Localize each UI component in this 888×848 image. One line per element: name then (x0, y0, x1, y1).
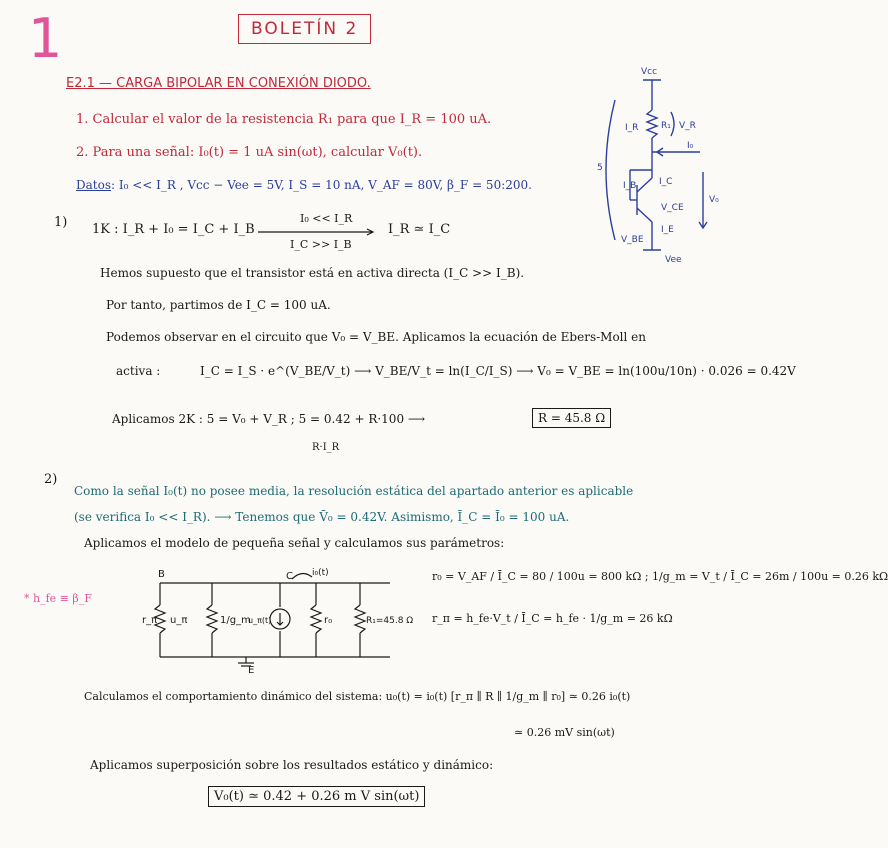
node-e-label: E (248, 665, 255, 676)
five-volt-label: 5 (597, 163, 603, 173)
page-title: BOLETÍN 2 (238, 14, 371, 44)
part1-cond-bottom: I_C >> I_B (290, 238, 352, 251)
i0-label: I₀ (687, 141, 694, 151)
part1-line2: Por tanto, partimos de I_C = 100 uA. (106, 298, 331, 312)
vbe-label: V_BE (621, 235, 644, 245)
datos-text: : I₀ << I_R , Vcc − Vee = 5V, I_S = 10 nA, V_AF = 80V, β_F = 50:200. (110, 178, 532, 192)
node-b-label: B (158, 569, 165, 580)
part2-number: 2) (44, 472, 58, 487)
part1-result: I_R ≃ I_C (388, 222, 451, 237)
r1-label: R₁ (661, 121, 671, 131)
part2-params-2: r_π = h_fe·V_t / Ī_C = h_fe · 1/g_m = 26 kΩ (432, 612, 673, 625)
task-2: 2. Para una señal: I₀(t) = 1 uA sin(ωt), calcular V₀(t). (76, 145, 423, 160)
gm-source-label: u_π(t) (248, 616, 272, 625)
one-over-gm-label: 1/g_m (220, 615, 251, 626)
part1-r-result: R = 45.8 Ω (532, 408, 611, 428)
r-pi-label: r_π (142, 615, 158, 626)
small-signal-circuit (140, 565, 414, 676)
datos-label: Datos (76, 178, 111, 192)
r-load-label: R₁=45.8 Ω (366, 616, 414, 626)
part2-side-note: * h_fe ≡ β_F (24, 592, 92, 605)
ir-label: I_R (625, 123, 639, 133)
part2-line3: Aplicamos el modelo de pequeña señal y calculamos sus parámetros: (84, 536, 505, 550)
u-pi-label: u_π (170, 615, 188, 626)
page-number: 1 (28, 7, 63, 70)
part1-ebers-moll: I_C = I_S · e^(V_BE/V_t) ⟶ V_BE/V_t = ln(I_C/I_S) ⟶ V₀ = V_BE = ln(100u/10n) · 0.026 = 0.42V (200, 364, 796, 378)
part1-activa-label: activa : (116, 364, 161, 378)
part1-line3: Podemos observar en el circuito que V₀ = V_BE. Aplicamos la ecuación de Ebers-Moll en (106, 330, 646, 344)
v0-label: V₀ (709, 195, 719, 205)
part1-number: 1) (54, 215, 68, 230)
vr-label: V_R (679, 121, 696, 131)
part1-line1: Hemos supuesto que el transistor está en activa directa (I_C >> I_B). (100, 266, 525, 280)
implies-arrow (258, 228, 378, 236)
datos-line (76, 178, 532, 192)
section-title: E2.1 — CARGA BIPOLAR EN CONEXIÓN DIODO. (66, 76, 371, 91)
part1-kirchhoff: 1K : I_R + I₀ = I_C + I_B (92, 222, 255, 237)
diode-connected-bjt-diagram (585, 60, 735, 270)
part2-dynamic-2: ≃ 0.26 mV sin(ωt) (514, 726, 615, 739)
i0-source-label: i₀(t) (312, 568, 329, 578)
vce-label: V_CE (661, 203, 684, 213)
part2-line1: Como la señal I₀(t) no posee media, la resolución estática del apartado anterior es aplicable (74, 484, 634, 498)
vcc-label: Vcc (641, 67, 658, 77)
part1-2k: Aplicamos 2K : 5 = V₀ + V_R ; 5 = 0.42 + R·100 ⟶ (112, 412, 426, 426)
task-1: 1. Calcular el valor de la resistencia R₁ para que I_R = 100 uA. (76, 112, 492, 127)
part2-superposition: Aplicamos superposición sobre los resultados estático y dinámico: (90, 758, 494, 772)
ic-label: I_C (659, 177, 673, 187)
part2-dynamic: Calculamos el comportamiento dinámico del sistema: u₀(t) = i₀(t) [r_π ∥ R ∥ 1/g_m ∥ r₀] ≃ 0.26 i₀(t) (84, 690, 631, 703)
node-c-label: C (286, 571, 293, 582)
part2-params-1: r₀ = V_AF / Ī_C = 80 / 100u = 800 kΩ ; 1/g_m = V_t / Ī_C = 26m / 100u = 0.26 kΩ (432, 570, 888, 583)
final-result: V₀(t) ≃ 0.42 + 0.26 m V sin(ωt) (208, 786, 425, 807)
r0-label: r₀ (324, 615, 333, 626)
ib-label: I_B (623, 181, 637, 191)
vee-label: Vee (665, 255, 682, 265)
part1-cond-top: I₀ << I_R (300, 212, 353, 225)
part1-vr-note: R·I_R (312, 442, 340, 453)
ie-label: I_E (661, 225, 674, 235)
part2-line2: (se verifica I₀ << I_R). ⟶ Tenemos que V̄₀ = 0.42V. Asimismo, Ī_C = Ī₀ = 100 uA. (74, 510, 570, 524)
